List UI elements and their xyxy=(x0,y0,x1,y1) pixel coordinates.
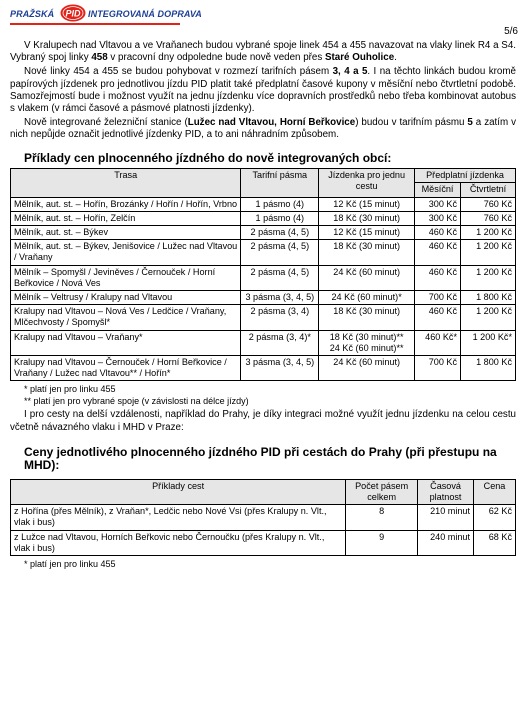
single-fare-cell-text: 18 Kč (30 minut)** xyxy=(329,331,404,342)
route-cell-text: Mělník, aut. st. – Býkev xyxy=(14,226,109,237)
single-fare-cell xyxy=(319,355,415,380)
single-fare-cell-text: 18 Kč (30 minut) xyxy=(333,306,400,317)
single-fare-cell xyxy=(319,225,415,239)
logo-text: PID xyxy=(65,8,81,19)
price-cell xyxy=(474,530,516,555)
col-zones: Tarifní pásma xyxy=(241,169,319,197)
table-row xyxy=(11,305,516,330)
monthly-cell-text: 460 Kč xyxy=(428,266,458,277)
quarterly-cell xyxy=(461,290,516,304)
quarterly-cell xyxy=(461,211,516,225)
table-row xyxy=(11,290,516,304)
prague-prices-table xyxy=(10,479,516,556)
table1-note-1: * platí jen pro linku 455 xyxy=(24,384,116,395)
quarterly-cell-text: 1 200 Kč xyxy=(476,306,512,317)
header xyxy=(6,4,522,26)
table-row xyxy=(11,505,516,530)
page-number: 5/6 xyxy=(504,26,518,37)
quarterly-cell-text: 1 200 Kč xyxy=(476,241,512,252)
col-pass: Předplatní jízdenka xyxy=(415,169,516,183)
zone-count-cell-text: 8 xyxy=(379,506,385,517)
route-cell xyxy=(11,355,241,380)
table-row xyxy=(11,197,516,211)
monthly-cell xyxy=(415,240,461,265)
monthly-cell xyxy=(415,197,461,211)
zones-cell xyxy=(241,330,319,355)
zones-cell-text: 2 pásma (4, 5) xyxy=(250,226,310,237)
table-row xyxy=(11,240,516,265)
validity-cell-text: 240 minut xyxy=(430,531,471,542)
zones-cell xyxy=(241,240,319,265)
validity-cell xyxy=(418,505,474,530)
single-fare-cell xyxy=(319,211,415,225)
monthly-cell xyxy=(415,290,461,304)
validity-cell xyxy=(418,530,474,555)
zones-cell-text: 1 pásmo (4) xyxy=(255,198,305,209)
quarterly-cell-text: 1 200 Kč xyxy=(476,226,512,237)
header-right-text: INTEGROVANÁ DOPRAVA xyxy=(88,9,202,19)
example-cell xyxy=(11,505,346,530)
col-zone-count: Počet pásem celkem xyxy=(346,479,418,504)
paragraph-4: I pro cesty na delší vzdálenosti, například do Prahy, je díky integraci možné využít jednu jízdenku na celou cestu včetně návazného vlaku i MHD v Praze: xyxy=(10,409,516,433)
table-row xyxy=(11,211,516,225)
zone-count-cell xyxy=(346,530,418,555)
monthly-cell xyxy=(415,225,461,239)
zones-cell-text: 1 pásmo (4) xyxy=(255,212,305,223)
zones-cell xyxy=(241,225,319,239)
quarterly-cell xyxy=(461,197,516,211)
paragraph-bold-text: 3, 4 a 5 xyxy=(332,66,368,78)
monthly-cell xyxy=(415,211,461,225)
monthly-cell-text: 460 Kč xyxy=(428,226,458,237)
quarterly-cell-text: 1 200 Kč xyxy=(476,266,512,277)
single-fare-cell-text: 12 Kč (15 minut) xyxy=(333,226,400,237)
monthly-cell-text: 460 Kč* xyxy=(425,331,458,342)
single-fare-cell-text-2: 24 Kč (60 minut)** xyxy=(329,342,404,353)
col-route: Trasa xyxy=(11,169,241,197)
table2-note-1: * platí jen pro linku 455 xyxy=(24,559,116,569)
header-divider xyxy=(10,23,180,25)
route-cell xyxy=(11,305,241,330)
price-cell-text: 68 Kč xyxy=(488,531,512,542)
quarterly-cell-text: 1 800 Kč xyxy=(476,356,512,367)
route-cell xyxy=(11,265,241,290)
monthly-cell xyxy=(415,305,461,330)
header-left-text: PRAŽSKÁ xyxy=(10,9,55,19)
paragraph-text: Nově integrované železniční stanice ( xyxy=(24,117,188,129)
table-row xyxy=(11,265,516,290)
paragraph-text: . I na těchto linkách budou kromě papírových jízdenek pro jednotlivou jízdu PID platit také předplatní časové kupony v měsíční nebo čtvrtletní podobě. Samozřejmostí bude i možnost využít na jednu jízdenku více dopravních prostředků nebo třeba kombinovat autobus s vlakem (v rámci časové a pásmové platnosti jízdenky). xyxy=(10,66,516,115)
single-fare-cell xyxy=(319,240,415,265)
example-cell-text: z Lužce nad Vltavou, Horních Beřkovic nebo Černoučku (přes Kralupy n. Vlt., vlak i bus) xyxy=(14,531,325,553)
col-single: Jízdenka pro jednu cestu xyxy=(319,169,415,197)
single-fare-cell-text: 24 Kč (60 minut) xyxy=(333,266,400,277)
table-row xyxy=(11,530,516,555)
paragraph-2 xyxy=(10,66,516,115)
route-cell-text: Kralupy nad Vltavou – Černouček / Horní Beřkovice / Vraňany / Lužec nad Vltavou** / Hořín* xyxy=(14,356,227,379)
monthly-cell-text: 700 Kč xyxy=(428,356,458,367)
zones-cell-text: 2 pásma (3, 4) xyxy=(250,306,310,317)
single-fare-cell xyxy=(319,330,415,355)
quarterly-cell-text: 1 800 Kč xyxy=(476,291,512,302)
quarterly-cell xyxy=(461,355,516,380)
prices-table-body xyxy=(11,197,516,381)
single-fare-cell xyxy=(319,197,415,211)
section2-heading: Ceny jednotlivého plnocenného jízdného PID při cestách do Prahy (při přestupu na MHD): xyxy=(24,444,497,473)
example-cell-text: z Hořína (přes Mělník), z Vraňan*, Ledčic nebo Nové Vsi (přes Kralupy n. Vlt., vlak i bus) xyxy=(14,506,327,528)
zones-cell xyxy=(241,305,319,330)
quarterly-cell xyxy=(461,225,516,239)
monthly-cell-text: 460 Kč xyxy=(428,306,458,317)
single-fare-cell xyxy=(319,290,415,304)
single-fare-cell-text: 18 Kč (30 minut) xyxy=(333,212,400,223)
route-cell xyxy=(11,290,241,304)
monthly-cell-text: 700 Kč xyxy=(428,291,458,302)
zones-cell xyxy=(241,197,319,211)
zones-cell-text: 3 pásma (3, 4, 5) xyxy=(245,356,315,367)
single-fare-cell xyxy=(319,305,415,330)
monthly-cell-text: 300 Kč xyxy=(428,198,458,209)
route-cell-text: Mělník – Spomyšl / Jeviněves / Černouček / Horní Beřkovice / Nová Ves xyxy=(14,266,216,288)
paragraph-text: V Kralupech nad Vltavou a ve Vraňanech budou vybrané spoje linek 454 a 455 navazovat na vlaky linek R4 a S4. Vybraný spoj linky xyxy=(10,40,516,64)
col-price: Cena xyxy=(474,479,516,504)
validity-cell-text: 210 minut xyxy=(430,506,471,517)
zones-cell-text: 2 pásma (3, 4)* xyxy=(248,331,311,342)
paragraph-text: a zatím v nich nepůjde označit jednotlivé jízdenky PID, a to ani náhradním způsobem. xyxy=(10,117,516,141)
route-cell-text: Mělník, aut. st. – Hořín, Zelčín xyxy=(14,212,136,223)
col-quarterly: Čtvrtletní xyxy=(461,183,516,197)
prague-prices-table-body xyxy=(11,505,516,556)
single-fare-cell-text: 24 Kč (60 minut) xyxy=(333,356,400,367)
route-cell xyxy=(11,240,241,265)
paragraph-text: ) budou v tarifním pásmu xyxy=(355,117,468,129)
table-row xyxy=(11,330,516,355)
section1-heading: Příklady cen plnocenného jízdného do nově integrovaných obcí: xyxy=(24,150,392,165)
single-fare-cell-text: 12 Kč (15 minut) xyxy=(333,198,400,209)
table-row xyxy=(11,225,516,239)
prices-table xyxy=(10,168,516,381)
document-body xyxy=(10,40,516,570)
zones-cell xyxy=(241,290,319,304)
col-monthly: Měsíční xyxy=(415,183,461,197)
zones-cell xyxy=(241,355,319,380)
monthly-cell-text: 300 Kč xyxy=(428,212,458,223)
quarterly-cell xyxy=(461,265,516,290)
route-cell xyxy=(11,211,241,225)
zone-count-cell-text: 9 xyxy=(379,531,385,542)
quarterly-cell-text: 1 200 Kč* xyxy=(472,331,512,342)
route-cell xyxy=(11,197,241,211)
single-fare-cell-text: 24 Kč (60 minut)* xyxy=(331,291,402,302)
example-cell xyxy=(11,530,346,555)
monthly-cell xyxy=(415,330,461,355)
zones-cell-text: 2 pásma (4, 5) xyxy=(250,266,310,277)
pid-logo-icon xyxy=(60,4,86,22)
paragraph-text: v pracovní dny odpoledne bude nově veden přes xyxy=(107,52,325,64)
quarterly-cell xyxy=(461,330,516,355)
quarterly-cell-text: 760 Kč xyxy=(483,198,512,209)
route-cell-text: Mělník, aut. st. – Býkev, Jenišovice / Lužec nad Vltavou / Vraňany xyxy=(14,241,238,263)
zones-cell-text: 2 pásma (4, 5) xyxy=(250,241,310,252)
zone-count-cell xyxy=(346,505,418,530)
quarterly-cell xyxy=(461,305,516,330)
route-cell xyxy=(11,225,241,239)
zones-cell xyxy=(241,265,319,290)
monthly-cell xyxy=(415,355,461,380)
paragraph-bold-text: 5 xyxy=(467,117,473,129)
route-cell-text: Mělník, aut. st. – Hořín, Brozánky / Hořín / Hořín, Vrbno xyxy=(14,198,238,209)
price-cell-text: 62 Kč xyxy=(488,506,512,517)
route-cell xyxy=(11,330,241,355)
paragraph-1 xyxy=(10,40,516,64)
monthly-cell-text: 460 Kč xyxy=(428,241,458,252)
route-cell-text: Mělník – Veltrusy / Kralupy nad Vltavou xyxy=(14,291,173,302)
paragraph-text: Nové linky 454 a 455 se budou pohybovat v rozmezí tarifních pásem xyxy=(24,66,333,78)
paragraph-bold-text: 458 xyxy=(91,52,108,64)
table1-note-2: ** platí jen pro vybrané spoje (v závislosti na délce jízdy) xyxy=(24,396,249,407)
zones-cell xyxy=(241,211,319,225)
price-cell xyxy=(474,505,516,530)
route-cell-text: Kralupy nad Vltavou – Vraňany* xyxy=(14,331,143,342)
table-row xyxy=(11,355,516,380)
quarterly-cell xyxy=(461,240,516,265)
zones-cell-text: 3 pásma (3, 4, 5) xyxy=(245,291,315,302)
col-example: Příklady cest xyxy=(11,479,346,504)
single-fare-cell xyxy=(319,265,415,290)
paragraph-bold-text: Lužec nad Vltavou, Horní Beřkovice xyxy=(187,117,356,129)
monthly-cell xyxy=(415,265,461,290)
paragraph-bold-text: Staré Ouholice xyxy=(325,52,395,64)
col-validity: Časová platnost xyxy=(418,479,474,504)
route-cell-text: Kralupy nad Vltavou – Nová Ves / Ledčice / Vraňany, Mlčechvosty / Spomyšl* xyxy=(14,306,227,328)
paragraph-3 xyxy=(10,117,516,141)
paragraph-text: . xyxy=(394,52,397,64)
single-fare-cell-text: 18 Kč (30 minut) xyxy=(333,241,400,252)
quarterly-cell-text: 760 Kč xyxy=(483,212,512,223)
